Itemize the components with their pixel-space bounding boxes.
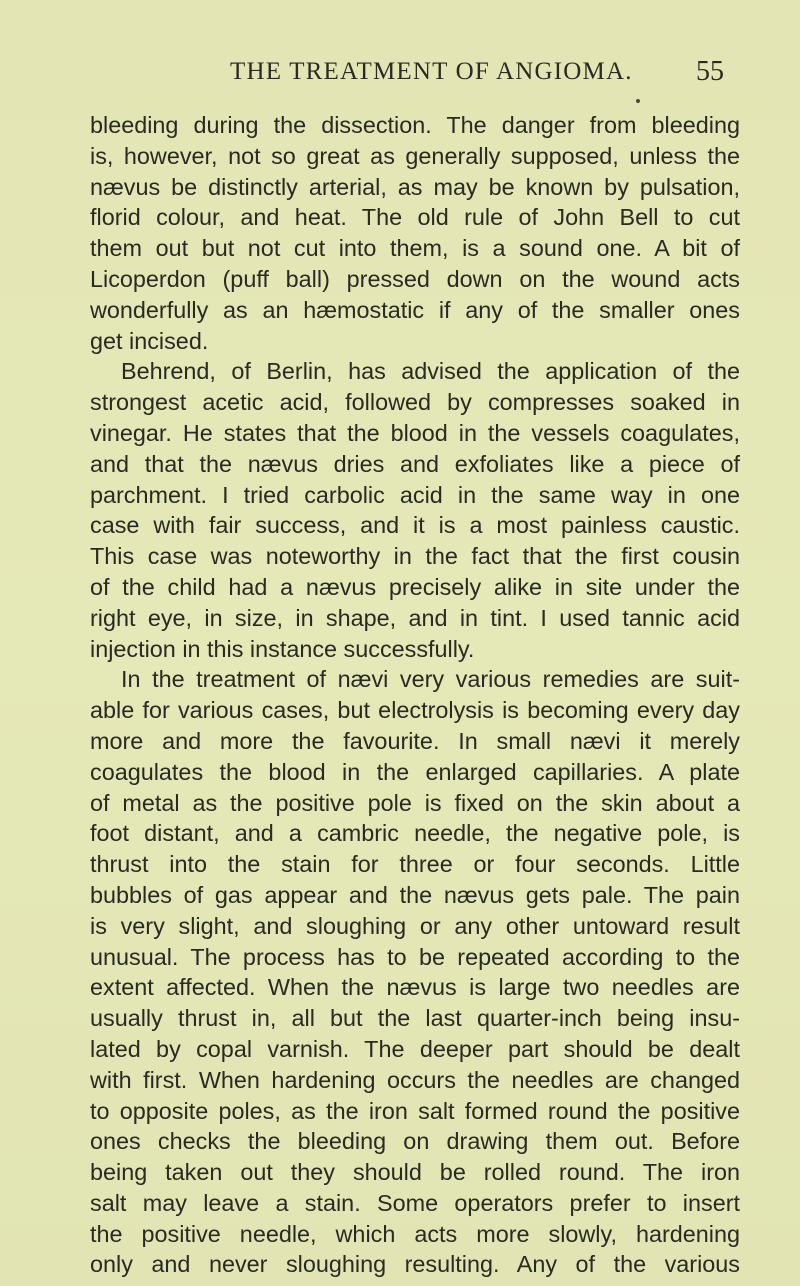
- text-line: with first. When hardening occurs the needles are changed: [90, 1066, 740, 1093]
- text-line: extent affected. When the nævus is large two needles are: [90, 974, 740, 1001]
- text-line: usually thrust in, all but the last quarter-inch being insu-: [90, 1005, 740, 1032]
- text-line: of the child had a nævus precisely alike in site under the: [90, 573, 740, 600]
- text-line: salt may leave a stain. Some operators prefer to insert: [90, 1189, 740, 1216]
- text-line: ones checks the bleeding on drawing them out. Before: [90, 1128, 740, 1155]
- page-number: 55: [696, 56, 724, 87]
- text-line: strongest acetic acid, followed by compresses soaked in: [90, 389, 740, 416]
- text-line: being taken out they should be rolled round. The iron: [90, 1159, 740, 1186]
- text-line: vinegar. He states that the blood in the vessels coagulates,: [90, 419, 740, 446]
- text-line: of metal as the positive pole is fixed on the skin about a: [90, 789, 740, 816]
- text-line: parchment. I tried carbolic acid in the same way in one: [90, 481, 740, 508]
- text-line: them out but not cut into them, is a sound one. A bit of: [90, 235, 740, 262]
- running-title: THE TREATMENT OF ANGIOMA.: [230, 58, 633, 85]
- text-line: coagulates the blood in the enlarged capillaries. A plate: [90, 758, 740, 785]
- text-line: and that the nævus dries and exfoliates like a piece of: [90, 450, 740, 477]
- text-line: right eye, in size, in shape, and in tint. I used tannic acid: [90, 604, 740, 631]
- text-line: In the treatment of nævi very various remedies are suit-: [121, 666, 740, 693]
- text-line: only and never sloughing resulting. Any of the various: [90, 1251, 740, 1278]
- body-text: [90, 110, 740, 1280]
- text-line: bleeding during the dissection. The danger from bleeding: [90, 112, 740, 138]
- text-line: to opposite poles, as the iron salt formed round the positive: [90, 1097, 740, 1124]
- ink-speck: [636, 99, 640, 103]
- text-line: is very slight, and sloughing or any other untoward result: [90, 912, 740, 939]
- running-header: [230, 58, 730, 94]
- text-line: nævus be distinctly arterial, as may be known by pulsation,: [90, 173, 740, 200]
- text-line: more and more the favourite. In small nævi it merely: [90, 727, 740, 754]
- text-line: Licoperdon (puff ball) pressed down on the wound acts: [90, 265, 740, 292]
- text-line: unusual. The process has to be repeated according to the: [90, 943, 740, 970]
- text-line: injection in this instance successfully.: [90, 635, 475, 662]
- text-line: florid colour, and heat. The old rule of John Bell to cut: [90, 204, 740, 231]
- text-line: thrust into the stain for three or four seconds. Little: [90, 851, 740, 878]
- text-line: foot distant, and a cambric needle, the negative pole, is: [90, 820, 740, 847]
- text-line: case with fair success, and it is a most painless caustic.: [90, 512, 740, 539]
- text-line: the positive needle, which acts more slowly, hardening: [90, 1220, 740, 1247]
- text-line: get incised.: [90, 327, 209, 354]
- text-line: is, however, not so great as generally supposed, unless the: [90, 142, 740, 169]
- text-line: bubbles of gas appear and the nævus gets pale. The pain: [90, 881, 740, 908]
- text-line: wonderfully as an hæmostatic if any of the smaller ones: [90, 296, 740, 323]
- text-line: lated by copal varnish. The deeper part should be dealt: [90, 1035, 740, 1062]
- text-line: Behrend, of Berlin, has advised the application of the: [121, 358, 740, 385]
- text-line: This case was noteworthy in the fact that the first cousin: [90, 543, 740, 570]
- text-line: able for various cases, but electrolysis is becoming every day: [90, 697, 740, 724]
